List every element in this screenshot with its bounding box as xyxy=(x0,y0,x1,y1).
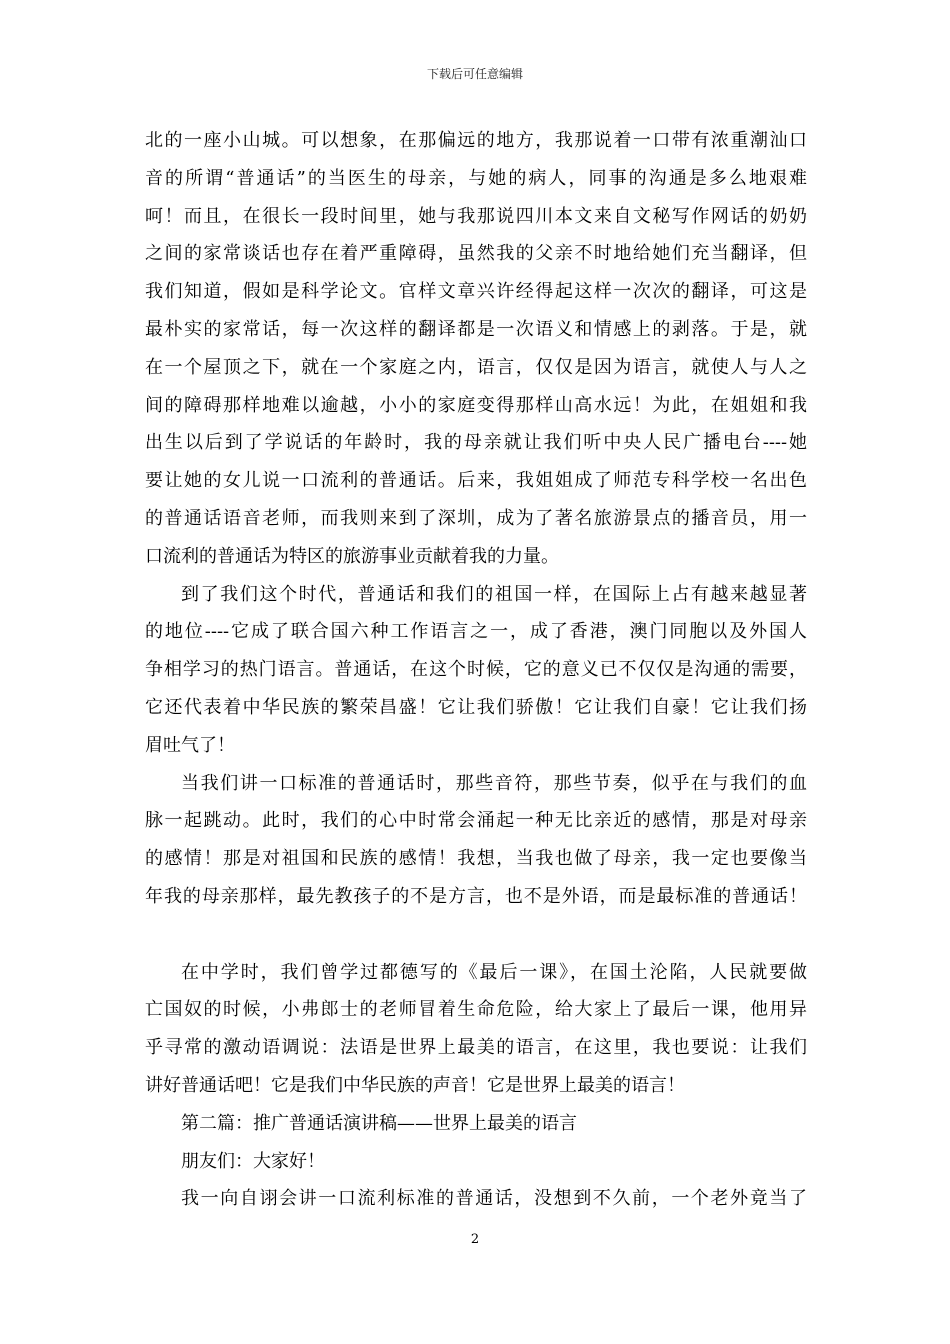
text-line: 最朴实的家常话，每一次这样的翻译都是一次语义和情感上的剥落。于是，就 xyxy=(145,318,807,340)
page-header: 下载后可任意编辑 xyxy=(426,67,523,81)
text-line: 年我的母亲那样，最先教孩子的不是方言，也不是外语，而是最标准的普通话！ xyxy=(145,885,807,907)
text-line: 音的所谓“普通话”的当医生的母亲，与她的病人，同事的沟通是多么地艰难 xyxy=(145,167,807,189)
text-line: 争相学习的热门语言。普通话，在这个时候，它的意义已不仅仅是沟通的需要， xyxy=(145,659,807,681)
text-line: 的地位----它成了联合国六种工作语言之一，成了香港，澳门同胞以及外国人 xyxy=(145,621,807,643)
text-line: 讲好普通话吧！它是我们中华民族的声音！它是世界上最美的语言！ xyxy=(145,1074,685,1096)
blank-line xyxy=(145,916,807,954)
text-line: 当我们讲一口标准的普通话时，那些音符，那些节奏，似乎在与我们的血 xyxy=(181,772,807,794)
text-line: 呵！而且，在很长一段时间里，她与我那说四川本文来自文秘写作网话的奶奶 xyxy=(145,205,807,227)
text-line: 出生以后到了学说话的年龄时，我的母亲就让我们听中央人民广播电台----她 xyxy=(145,432,807,454)
document-body xyxy=(145,122,807,1218)
text-line: 口流利的普通话为特区的旅游事业贡献着我的力量。 xyxy=(145,545,559,567)
text-line: 我们知道，假如是科学论文。官样文章兴许经得起这样一次次的翻译，可这是 xyxy=(145,281,807,303)
text-line: 我一向自诩会讲一口流利标准的普通话，没想到不久前，一个老外竟当了 xyxy=(181,1188,807,1210)
text-line: 要让她的女儿说一口流利的普通话。后来，我姐姐成了师范专科学校一名出色 xyxy=(145,470,807,492)
text-line: 的普通话语音老师，而我则来到了深圳，成为了著名旅游景点的播音员，用一 xyxy=(145,507,807,529)
text-line: 脉一起跳动。此时，我们的心中时常会涌起一种无比亲近的感情，那是对母亲 xyxy=(145,810,807,832)
text-line: 亡国奴的时候，小弗郎士的老师冒着生命危险，给大家上了最后一课，他用异 xyxy=(145,999,807,1021)
text-line: 乎寻常的激动语调说：法语是世界上最美的语言，在这里，我也要说：让我们 xyxy=(145,1037,807,1059)
text-line: 朋友们：大家好！ xyxy=(181,1150,325,1172)
text-line: 之间的家常谈话也存在着严重障碍，虽然我的父亲不时地给她们充当翻译，但 xyxy=(145,243,807,265)
text-line: 北的一座小山城。可以想象，在那偏远的地方，我那说着一口带有浓重潮汕口 xyxy=(145,130,807,151)
text-line: 第二篇：推广普通话演讲稿——世界上最美的语言 xyxy=(181,1112,577,1134)
text-line: 在中学时，我们曾学过都德写的《最后一课》，在国土沦陷，人民就要做 xyxy=(181,961,807,983)
text-line: 眉吐气了！ xyxy=(145,734,235,756)
text-line: 在一个屋顶之下，就在一个家庭之内，语言，仅仅是因为语言，就使人与人之 xyxy=(145,356,807,378)
text-line: 它还代表着中华民族的繁荣昌盛！它让我们骄傲！它让我们自豪！它让我们扬 xyxy=(145,696,807,718)
text-line: 间的障碍那样地难以逾越，小小的家庭变得那样山高水远！为此，在姐姐和我 xyxy=(145,394,807,416)
text-line: 的感情！那是对祖国和民族的感情！我想，当我也做了母亲，我一定也要像当 xyxy=(145,848,807,870)
text-line: 到了我们这个时代，普通话和我们的祖国一样，在国际上占有越来越显著 xyxy=(181,583,807,605)
page-number: 2 xyxy=(470,1232,480,1247)
